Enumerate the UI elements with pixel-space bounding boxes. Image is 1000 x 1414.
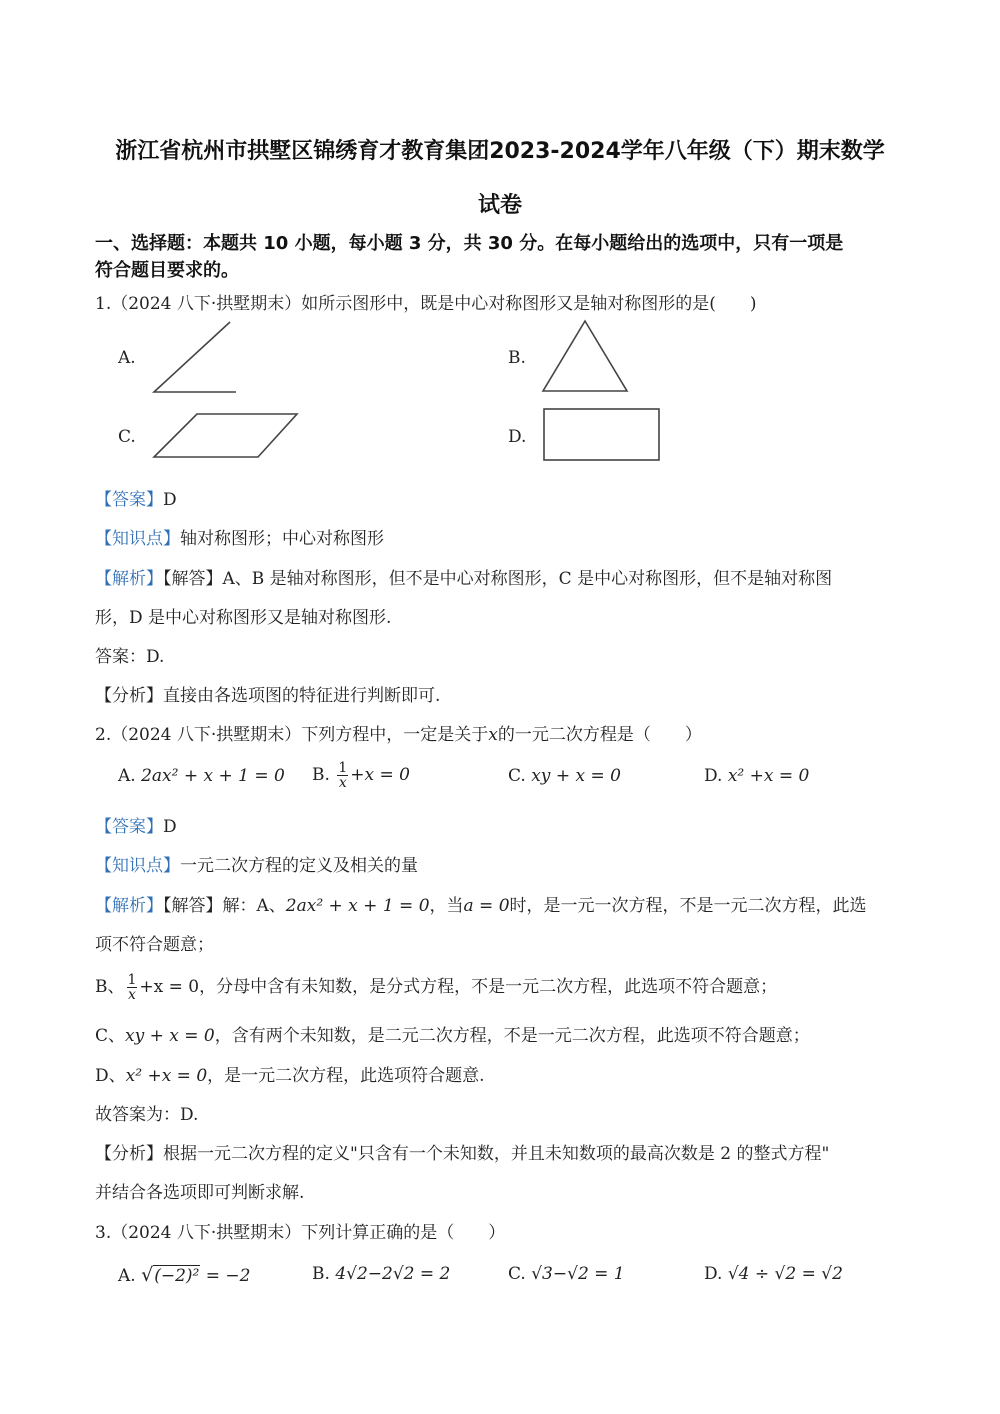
q2-a-mid: ，当 xyxy=(429,896,464,916)
fraction-numerator: 1 xyxy=(127,972,137,988)
q2-option-c xyxy=(508,766,621,786)
q2-option-d-label: D. xyxy=(704,766,723,786)
q2-stem-text: 2.（2024 八下·拱墅期末）下列方程中，一定是关于 xyxy=(95,725,489,745)
fraction-numerator: 1 xyxy=(338,760,348,776)
q2-c-eq: xy + x = 0 xyxy=(125,1026,215,1046)
section-header-line1: 一、选择题：本题共 10 小题，每小题 3 分，共 30 分。在每小题给出的选项中，只有一项是 xyxy=(95,233,844,254)
q2-kp-tag: 【知识点】 xyxy=(95,856,180,876)
q1-stem: 1.（2024 八下·拱墅期末）如所示图形中，既是中心对称图形又是轴对称图形的是( ) xyxy=(95,294,757,314)
q3-option-a-tail: = −2 xyxy=(200,1266,251,1286)
q2-option-d xyxy=(704,766,809,786)
q2-d-pre: D、 xyxy=(95,1066,126,1086)
q2-option-b-label: B. xyxy=(312,765,330,785)
q2-b-post: +x = 0，分母中含有未知数，是分式方程，不是一元二次方程，此选项不符合题意； xyxy=(139,977,778,997)
page-title-line1: 浙江省杭州市拱墅区锦绣育才教育集团2023-2024学年八年级（下）期末数学 xyxy=(115,139,885,164)
q2-a-eq: 2ax² + x + 1 = 0 xyxy=(285,896,430,916)
q2-option-a xyxy=(118,766,285,786)
q2-kp-text: 一元二次方程的定义及相关的量 xyxy=(180,856,418,876)
radical-sign-icon: √ xyxy=(141,1264,154,1286)
q1-figure-angle xyxy=(150,320,242,398)
q1-figure-parallelogram xyxy=(150,410,302,462)
q3-option-c xyxy=(508,1264,625,1284)
q2-option-b-fraction xyxy=(337,761,348,790)
q2-analysis-line2: 项不符合题意； xyxy=(95,935,214,955)
q2-final: 故答案为：D. xyxy=(95,1105,199,1125)
q2-answer-tag: 【答案】 xyxy=(95,817,163,837)
page-title-line2: 试卷 xyxy=(477,193,522,218)
q2-a-post: 时，是一元一次方程，不是一元二次方程，此选 xyxy=(509,896,867,916)
q1-option-d-label: D. xyxy=(508,427,527,447)
q1-fenxi: 【分析】直接由各选项图的特征进行判断即可. xyxy=(95,686,441,706)
q2-fenxi-line1: 【分析】根据一元二次方程的定义"只含有一个未知数，并且未知数项的最高次数是 2 的整式方程" xyxy=(95,1144,830,1164)
q1-answer-tag: 【答案】 xyxy=(95,490,163,510)
q3-option-b-eq: 4√2−2√2 = 2 xyxy=(335,1264,451,1284)
q3-option-a-label: A. xyxy=(118,1266,136,1286)
q2-option-d-eq: x² +x = 0 xyxy=(727,766,810,786)
fraction-denominator: x xyxy=(128,987,136,1003)
q1-analysis-line1 xyxy=(95,564,832,589)
q2-stem-tail: 的一元二次方程是（ ） xyxy=(497,725,702,745)
q1-figure-triangle xyxy=(540,318,632,396)
q1-kp-text: 轴对称图形；中心对称图形 xyxy=(180,529,384,549)
q1-answer-value: D xyxy=(163,490,177,510)
q2-analysis-b xyxy=(95,972,777,1002)
q2-answer-value: D xyxy=(163,817,177,837)
q2-d-post: ，是一元二次方程，此选项符合题意. xyxy=(207,1066,485,1086)
q2-fenxi-line2: 并结合各选项即可判断求解. xyxy=(95,1183,305,1203)
q2-option-b xyxy=(312,761,410,790)
q2-b-fraction xyxy=(127,973,138,1002)
q1-analysis-tag: 【解析】 xyxy=(95,569,163,589)
q1-figure-rectangle xyxy=(541,406,663,464)
q1-analysis-line2: 形，D 是中心对称图形又是轴对称图形. xyxy=(95,608,392,628)
q2-analysis-c xyxy=(95,1021,810,1046)
q3-option-d-label: D. xyxy=(704,1264,723,1284)
q2-c-post: ，含有两个未知数，是二元二次方程，不是一元二次方程，此选项不符合题意； xyxy=(214,1026,810,1046)
q1-option-a-label: A. xyxy=(118,348,136,368)
q2-answer xyxy=(95,812,177,837)
q2-analysis-line1 xyxy=(95,891,867,916)
q1-kp-tag: 【知识点】 xyxy=(95,529,180,549)
q2-option-a-eq: 2ax² + x + 1 = 0 xyxy=(141,766,285,786)
q3-option-c-label: C. xyxy=(508,1264,526,1284)
q2-knowledge-point xyxy=(95,851,418,876)
q2-stem-var: x xyxy=(488,725,498,745)
q1-knowledge-point xyxy=(95,524,384,549)
q3-option-d-eq: √4 ÷ √2 = √2 xyxy=(727,1264,843,1284)
q2-analysis-tag: 【解析】 xyxy=(95,896,163,916)
q1-answer-line: 答案：D. xyxy=(95,647,165,667)
section-header-line2: 符合题目要求的。 xyxy=(95,260,239,281)
q3-option-c-eq: √3−√2 = 1 xyxy=(531,1264,625,1284)
q2-stem xyxy=(95,720,702,745)
q1-answer xyxy=(95,485,177,510)
q3-option-b-label: B. xyxy=(312,1264,330,1284)
q2-a-pre: 【解答】解：A、 xyxy=(163,896,286,916)
q2-a-cond: a = 0 xyxy=(463,896,510,916)
q1-analysis-text1: 【解答】A、B 是轴对称图形，但不是中心对称图形，C 是中心对称图形，但不是轴对称图 xyxy=(163,569,833,589)
q3-option-b xyxy=(312,1264,450,1284)
q1-option-c-label: C. xyxy=(118,427,136,447)
q2-option-a-label: A. xyxy=(118,766,136,786)
q2-c-pre: C、 xyxy=(95,1026,126,1046)
q2-option-c-label: C. xyxy=(508,766,526,786)
q3-option-d xyxy=(704,1264,843,1284)
q3-option-a xyxy=(118,1264,250,1286)
q1-option-b-label: B. xyxy=(508,348,526,368)
q3-stem: 3.（2024 八下·拱墅期末）下列计算正确的是（ ） xyxy=(95,1223,506,1243)
q2-analysis-d xyxy=(95,1061,485,1086)
q2-b-pre: B、 xyxy=(95,977,125,997)
q2-d-eq: x² +x = 0 xyxy=(125,1066,208,1086)
fraction-denominator: x xyxy=(338,775,347,791)
q2-option-b-tail: +x = 0 xyxy=(350,765,410,785)
q3-option-a-radicand: (−2)² xyxy=(154,1266,200,1286)
q2-option-c-eq: xy + x = 0 xyxy=(531,766,621,786)
